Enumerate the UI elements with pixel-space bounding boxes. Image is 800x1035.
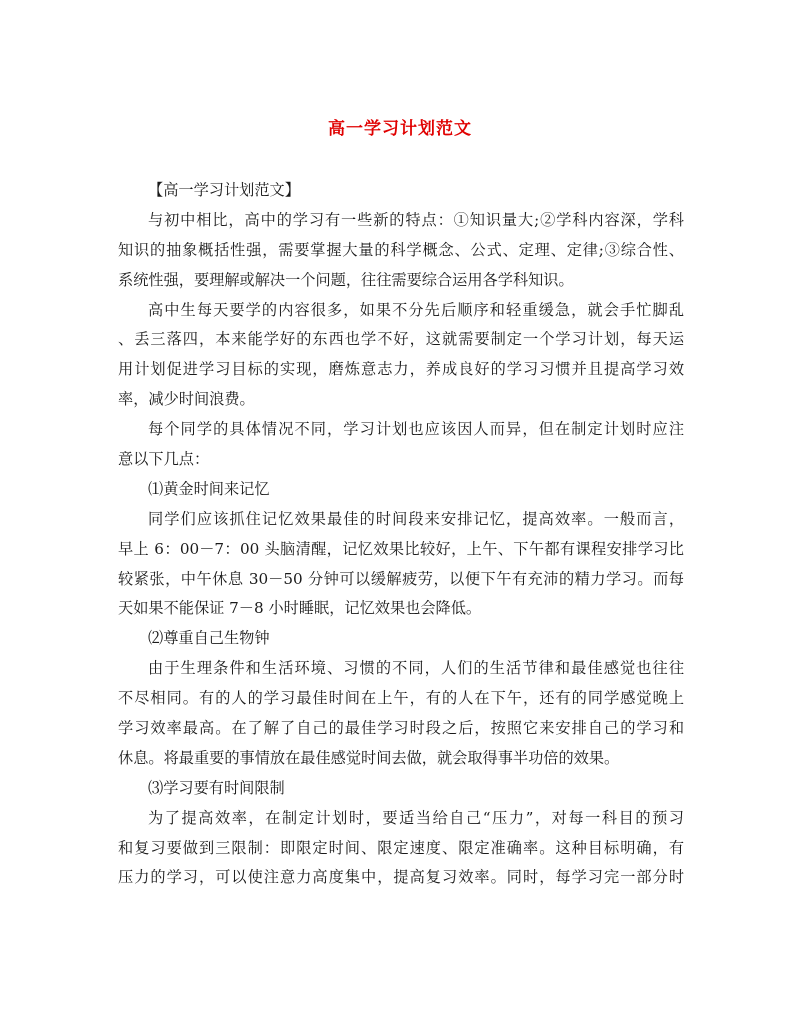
text-line: 高中生每天要学的内容很多，如果不分先后顺序和轻重缓急，就会手忙脚乱 bbox=[148, 300, 684, 319]
text-line: ⑶学习要有时间限制 bbox=[148, 778, 285, 797]
text-line: 学习效率最高。在了解了自己的最佳学习时段之后，按照它来安排自己的学习和 bbox=[118, 719, 684, 738]
text-line: 用计划促进学习目标的实现，磨炼意志力，养成良好的学习习惯并且提高学习效 bbox=[118, 360, 684, 379]
text-line: 【高一学习计划范文】 bbox=[148, 181, 300, 199]
text-line: 意以下几点： bbox=[118, 450, 210, 469]
text-line: 为了提高效率，在制定计划时，要适当给自己“压力”，对每一科目的预习 bbox=[148, 808, 684, 827]
text-line: 由于生理条件和生活环境、习惯的不同，人们的生活节律和最佳感觉也往往 bbox=[148, 659, 684, 678]
text-line: 每个同学的具体情况不同，学习计划也应该因人而异，但在制定计划时应注 bbox=[148, 420, 684, 439]
text-line: 休息。将最重要的事情放在最佳感觉时间去做，就会取得事半功倍的效果。 bbox=[118, 748, 620, 767]
text-line: 压力的学习，可以使注意力高度集中，提高复习效率。同时，每学习完一部分时 bbox=[118, 868, 684, 887]
text-line: 天如果不能保证 7－8 小时睡眠，记忆效果也会降低。 bbox=[118, 599, 482, 618]
text-line: 较紧张，中午休息 30－50 分钟可以缓解疲劳，以便下午有充沛的精力学习。而每 bbox=[118, 569, 684, 588]
text-line: 知识的抽象概括性强，需要掌握大量的科学概念、公式、定理、定律;③综合性、 bbox=[118, 240, 684, 259]
text-line: 、丢三落四，本来能学好的东西也学不好，这就需要制定一个学习计划，每天运 bbox=[118, 330, 684, 349]
text-line: 和复习要做到三限制：即限定时间、限定速度、限定准确率。这种目标明确，有 bbox=[118, 838, 684, 857]
text-line: 同学们应该抓住记忆效果最佳的时间段来安排记忆，提高效率。一般而言， bbox=[148, 509, 684, 528]
text-line: ⑵尊重自己生物钟 bbox=[148, 629, 270, 648]
document-body bbox=[118, 176, 684, 893]
document-title: 高一学习计划范文 bbox=[328, 119, 472, 139]
text-line: 系统性强，要理解或解决一个问题，往往需要综合运用各学科知识。 bbox=[118, 270, 574, 289]
text-line: ⑴黄金时间来记忆 bbox=[148, 479, 270, 498]
text-line: 不尽相同。有的人的学习最佳时间在上午，有的人在下午，还有的同学感觉晚上 bbox=[118, 689, 684, 708]
text-line: 与初中相比，高中的学习有一些新的特点：①知识量大;②学科内容深，学科 bbox=[148, 210, 684, 229]
text-line: 率，减少时间浪费。 bbox=[118, 390, 255, 409]
text-line: 早上 6：00－7：00 头脑清醒，记忆效果比较好，上午、下午都有课程安排学习比 bbox=[118, 539, 684, 558]
